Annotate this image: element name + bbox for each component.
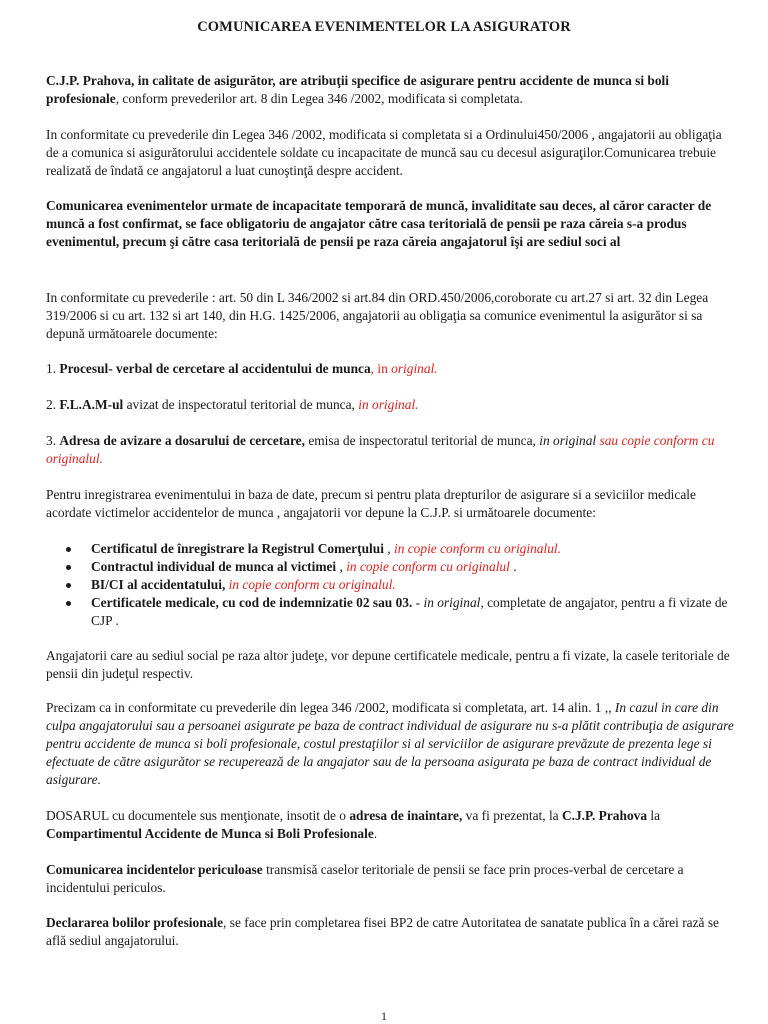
document-item-2 xyxy=(46,396,736,414)
paragraph-obligation: In conformitate cu prevederile din Legea 346 /2002, modificata si completata si a Ordinului450/2006 , angajatorii au obligaţia de a comunica si asigurătorului accidentele soldate cu incapacitate de muncă sau cu decesul asiguraţilor.Comunicarea trebuie realizată de îndată ce angajatorul a luat cunoştinţă despre accident. xyxy=(46,127,722,178)
list-item xyxy=(46,594,736,630)
list-item-sep: , xyxy=(336,559,347,574)
dossier-text: . xyxy=(373,826,378,841)
bullet-icon xyxy=(66,601,71,606)
intro-bold: C.J.P. Prahova, in calitate de asigurător, are atribuţii specifice de asigurare pentru accidente de munca si boli profesionale xyxy=(46,73,669,106)
paragraph-recovery xyxy=(46,699,736,789)
list-item-tail: . xyxy=(509,559,517,574)
list-item-note: in copie conform cu originalul. xyxy=(393,541,561,556)
item-text: avizat de inspectoratul teritorial de munca, xyxy=(123,397,359,412)
paragraph-incidents xyxy=(46,861,736,897)
list-item xyxy=(46,576,736,594)
incidents-rest: transmisă caselor teritoriale de pensii se face prin proces-verbal de cercetare a incidentului periculos. xyxy=(46,862,684,895)
paragraph-registration: Pentru inregistrarea evenimentului in baza de date, precum si pentru plata drepturilor de asigurare si a seviciilor medicale acordate victimelor accidentelor de munca , angajatorii vor depune la C.J.P. si următoarele documente: xyxy=(46,487,696,520)
list-item-title: Certificatul de înregistrare la Registrul Comerţului xyxy=(91,541,384,556)
item-number: 1. xyxy=(46,361,60,376)
item-number: 3. xyxy=(46,433,60,448)
paragraph-other-counties: Angajatorii care au sediul social pe raza altor judeţe, vor depune certificatele medicale, pentru a fi vizate, la casele teritoriale de pensii din judeţul respectiv. xyxy=(46,648,730,681)
dossier-bold-institution: C.J.P. Prahova xyxy=(561,808,648,823)
list-item-tail: completate de angajator, pentru a fi vizate de CJP . xyxy=(91,595,728,628)
item-title: Procesul- verbal de cercetare al accidentului de munca xyxy=(59,361,371,376)
list-item xyxy=(46,540,736,558)
item-italic: in original xyxy=(539,433,597,448)
document-item-3 xyxy=(46,432,736,468)
item-note-italic: original. xyxy=(391,361,438,376)
item-note: , in xyxy=(370,361,392,376)
dossier-bold-department: Compartimentul Accidente de Munca si Boli Profesionale xyxy=(46,826,374,841)
document-title: COMUNICAREA EVENIMENTELOR LA ASIGURATOR xyxy=(197,19,571,35)
list-item-note: in copie conform cu originalul xyxy=(346,559,510,574)
paragraph-occupational-diseases xyxy=(46,914,736,950)
paragraph-legal-basis: In conformitate cu prevederile : art. 50 din L 346/2002 si art.84 din ORD.450/2006,coroborate cu art.27 si art. 32 din Legea 319/2006 si cu art. 132 si art 140, din H.G. 1425/2006, angajatorii au obligaţia sa comunice evenimentul la asigurător si sa depună următoarele documente: xyxy=(46,290,709,341)
list-item-note: in copie conform cu originalul. xyxy=(228,577,396,592)
item-number: 2. xyxy=(46,397,60,412)
paragraph-communication-bold: Comunicarea evenimentelor urmate de incapacitate temporară de muncă, invaliditate sau deces, al căror caracter de muncă a fost confirmat, se face obligatoriu de angajator către casa teritorială de pensii pe raza căreia s-a produs evenimentul, precum şi către casa teritorială de pensii pe raza căreia angajatorul îşi are sediul soci al xyxy=(46,198,712,249)
dossier-text: DOSARUL cu documentele sus menţionate, insotit de o xyxy=(46,808,350,823)
bullet-icon xyxy=(66,565,71,570)
item-note: sau copie conform cu originalul. xyxy=(46,433,715,466)
list-item-title: Contractul individual de munca al victimei xyxy=(91,559,337,574)
paragraph-dossier xyxy=(46,807,736,843)
item-title: Adresa de avizare a dosarului de cercetare, xyxy=(59,433,305,448)
item-text: emisa de inspectoratul teritorial de munca, xyxy=(304,433,540,448)
list-item-italic: in original, xyxy=(423,595,484,610)
recovery-text: Precizam ca in conformitate cu prevederile din legea 346 /2002, modificata si completata, art. 14 alin. 1 ,, xyxy=(46,700,615,715)
diseases-bold: Declararea bolilor profesionale xyxy=(46,915,224,930)
page-number: 1 xyxy=(381,1009,387,1023)
required-documents-list xyxy=(46,540,736,630)
dossier-bold-cover: adresa de inaintare, xyxy=(349,808,463,823)
list-item-sep: - xyxy=(412,595,424,610)
item-note: in original. xyxy=(358,397,419,412)
item-title: F.L.A.M-ul xyxy=(59,397,124,412)
recovery-quote: In cazul in care din culpa angajatorului sau a persoanei asigurate pe baza de contract individual de asigurare nu s-a plătit contribuţia de asigurare pentru accidente de munca si boli profesionale, costul prestaţiilor si al serviciilor de asigurare prevăzute de prezenta lege si efectuate de către asigurător se recuperează de la angajator sau de la persoana asigurata pe baza de contract individual de asigurare. xyxy=(46,700,734,787)
document-item-1 xyxy=(46,360,736,378)
bullet-icon xyxy=(66,583,71,588)
list-item xyxy=(46,558,736,576)
list-item-title: Certificatele medicale, cu cod de indemnizatie 02 sau 03. xyxy=(91,595,413,610)
list-item-sep: , xyxy=(383,541,394,556)
paragraph-intro xyxy=(46,72,736,108)
intro-rest: , conform prevederilor art. 8 din Legea 346 /2002, modificata si completata. xyxy=(115,91,523,106)
diseases-rest: , se face prin completarea fisei BP2 de catre Autoritatea de sanatate publica în a cărei rază se află sediul angajatorului. xyxy=(46,915,719,948)
incidents-bold: Comunicarea incidentelor periculoase xyxy=(46,862,263,877)
dossier-text: va fi prezentat, la xyxy=(462,808,562,823)
bullet-icon xyxy=(66,547,71,552)
dossier-text: la xyxy=(647,808,661,823)
list-item-title: BI/CI al accidentatului, xyxy=(91,577,226,592)
